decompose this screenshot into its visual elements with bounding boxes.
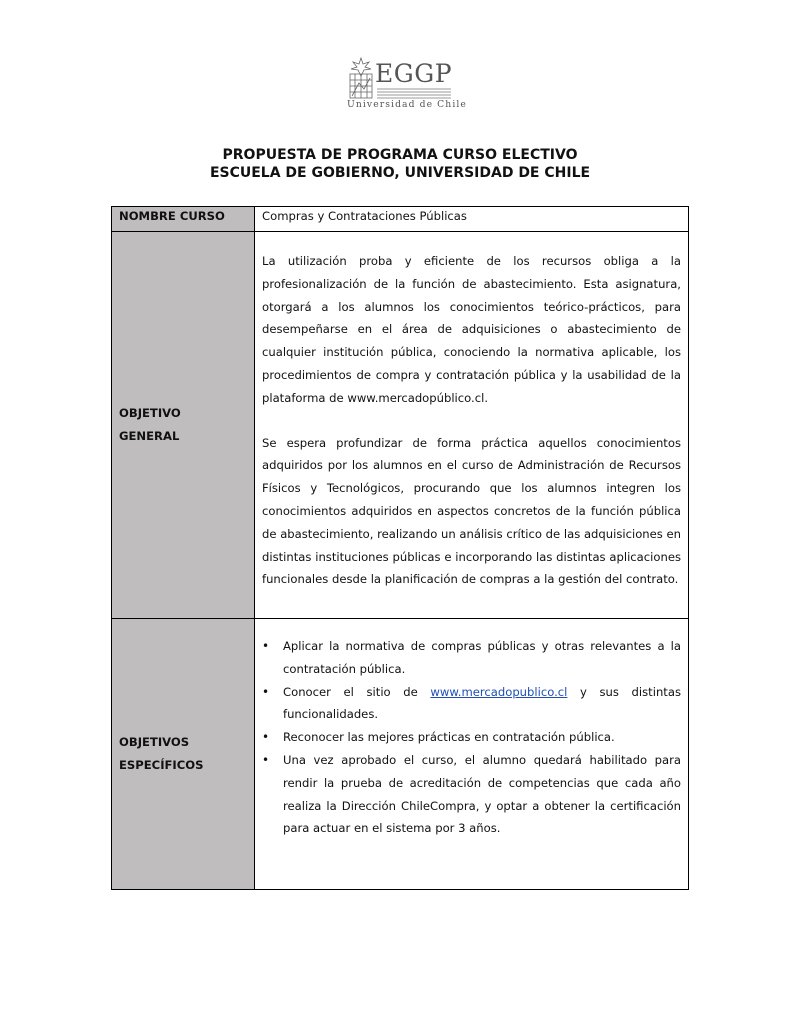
logo-university-text: Universidad de Chile (347, 99, 467, 110)
specific-objectives-label-line1: OBJETIVOS (119, 735, 190, 749)
mercadopublico-link[interactable]: www.mercadopublico.cl (430, 684, 568, 699)
university-shield-icon (347, 56, 375, 100)
document-title-line-2: ESCUELA DE GOBIERNO, UNIVERSIDAD DE CHILE (209, 165, 591, 181)
course-name-value: Compras y Contrataciones Públicas (255, 207, 689, 232)
document-title-line-1: PROPUESTA DE PROGRAMA CURSO ELECTIVO (222, 147, 578, 163)
general-objective-label-line2: GENERAL (119, 429, 180, 443)
course-name-row (112, 207, 689, 232)
specific-objectives-content (255, 619, 689, 890)
general-objective-row (112, 232, 689, 619)
course-name-label: NOMBRE CURSO (112, 207, 255, 232)
specific-objectives-label-cell (112, 619, 255, 890)
specific-objectives-row (112, 619, 689, 890)
list-item: • Reconocer las mejores prácticas en contratación pública. (262, 726, 681, 749)
list-item-text: y sus distintas funcionalidades. (283, 684, 681, 722)
general-objective-label-cell (112, 232, 255, 619)
general-objective-label-line1: OBJETIVO (119, 406, 181, 420)
list-item: • Aplicar la normativa de compras públicas y otras relevantes a la contratación pública. (262, 635, 681, 681)
general-objective-paragraph-1: La utilización proba y eficiente de los recursos obliga a la profesionalización de la función de abastecimiento. Esta asignatura, otorgará a los alumnos los conocimientos teórico-prácticos, para desempeñarse en el área de adquisiciones o abastecimiento de cualquier institución pública, conociendo la normativa aplicable, los procedimientos de compra y contratación pública y la usabilidad de la plataforma de www.mercadopúblico.cl. (262, 254, 681, 405)
general-objective-content (255, 232, 689, 619)
specific-objectives-label-line2: ESPECÍFICOS (119, 758, 204, 772)
course-program-table (111, 206, 689, 890)
eggp-logo (345, 54, 467, 112)
list-item: • Una vez aprobado el curso, el alumno quedará habilitado para rendir la prueba de acreditación de competencias que cada año realiza la Dirección ChileCompra, y optar a obtener la certificación para actuar en el sistema por 3 años. (262, 749, 681, 840)
general-objective-paragraph-2: Se espera profundizar de forma práctica aquellos conocimientos adquiridos por los alumnos en el curso de Administración de Recursos Físicos y Tecnológicos, procurando que los alumnos integren los conocimientos adquiridos en aspectos concretos de la función pública de abastecimiento, realizando un análisis crítico de las adquisiciones en distintas instituciones públicas e incorporando las distintas aplicaciones funcionales desde la planificación de compras a la gestión del contrato. (262, 435, 681, 587)
logo-fine-print (377, 87, 451, 99)
logo-brand-text: EGGP (375, 59, 453, 88)
list-item-text: Conocer el sitio de (283, 684, 431, 699)
specific-objectives-list (255, 619, 688, 840)
list-item (262, 681, 681, 727)
